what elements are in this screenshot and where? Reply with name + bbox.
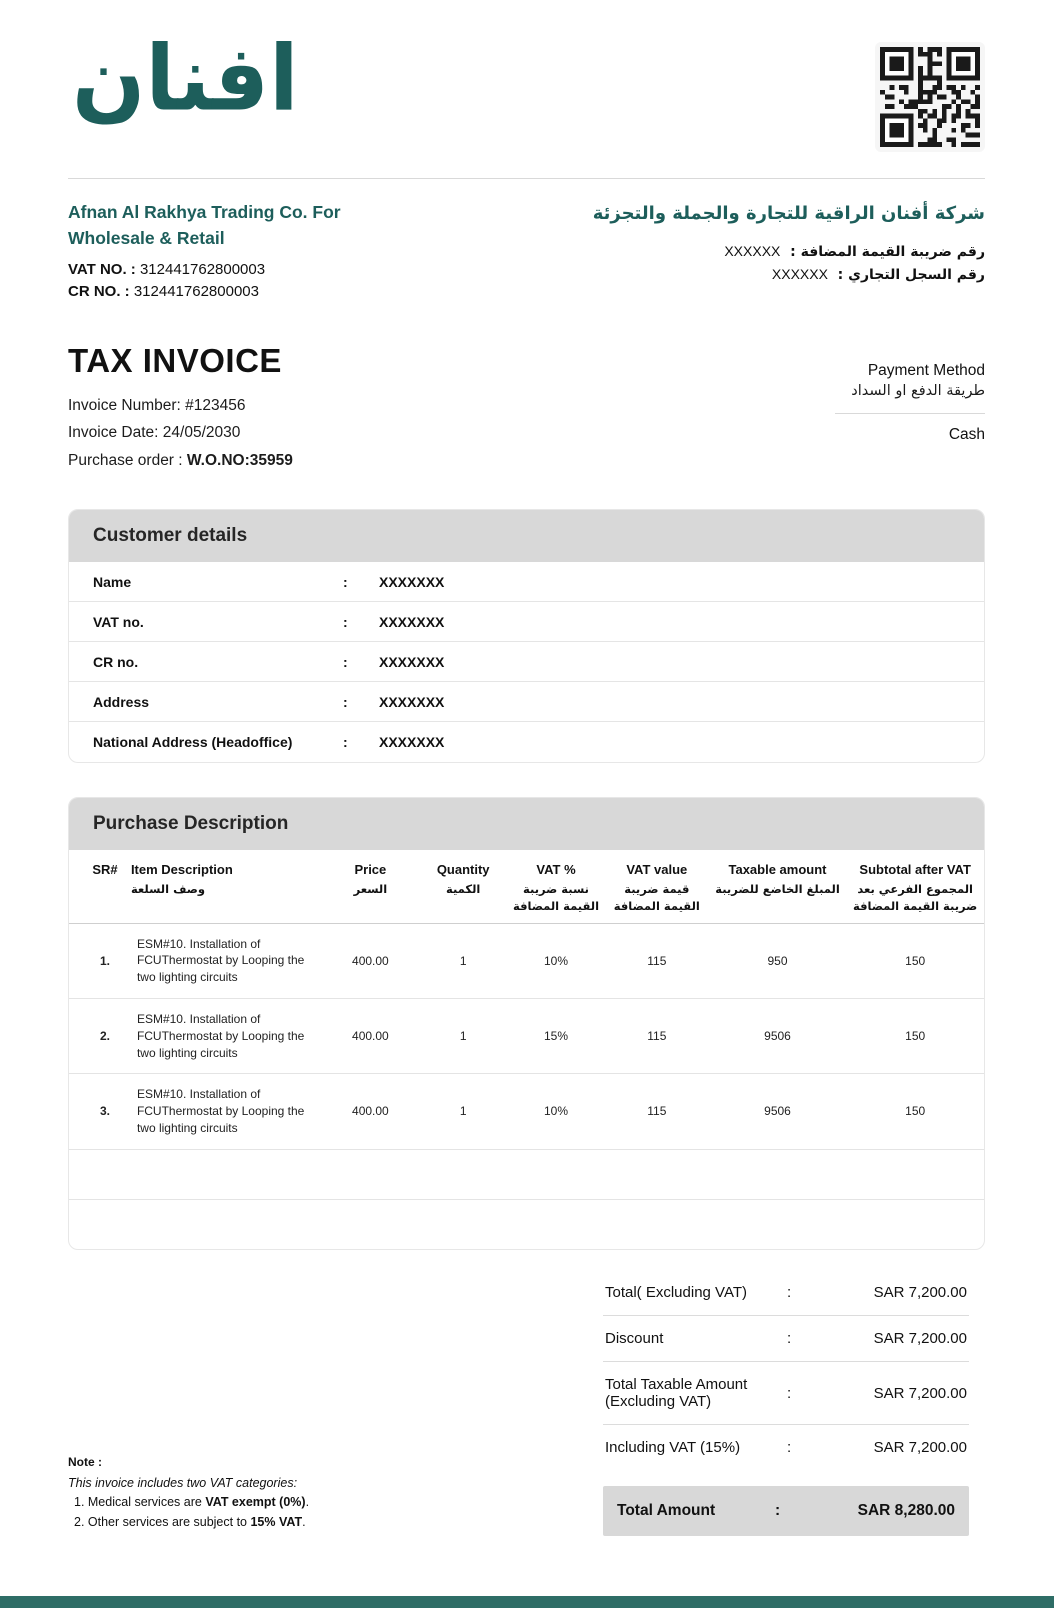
col-header-vat-value: VAT value قيمة ضريبة القيمة المضافة: [613, 862, 700, 913]
customer-row-cr: CR no. : XXXXXXX: [69, 642, 984, 682]
total-excluding-vat-row: Total( Excluding VAT) : SAR 7,200.00: [603, 1270, 969, 1316]
purchase-description-title: Purchase Description: [69, 798, 984, 850]
note-item-1: 1. Medical services are VAT exempt (0%).: [74, 1495, 310, 1510]
col-header-price: Price السعر: [353, 862, 388, 897]
total-amount-row: Total Amount : SAR 8,280.00: [603, 1486, 969, 1536]
totals-block: [603, 1270, 969, 1536]
col-header-vat-percent: VAT % نسبة ضريبة القيمة المضافة: [513, 862, 600, 913]
customer-details-title: Customer details: [69, 510, 984, 562]
invoice-meta: [68, 342, 293, 476]
invoice-title-row: [68, 342, 985, 476]
taxable-amount-row: Total Taxable Amount (Excluding VAT) : SAR 7,200.00: [603, 1362, 969, 1425]
payment-method-block: [775, 362, 985, 476]
purchase-order: Purchase order : W.O.NO:35959: [68, 452, 293, 470]
qr-code: [875, 42, 985, 152]
including-vat-row: Including VAT (15%) : SAR 7,200.00: [605, 1439, 967, 1457]
vat-number-ar: رقم ضريبة القيمة المضافة : XXXXXX: [724, 243, 985, 260]
cr-number-en: CR NO. : 312441762800003: [68, 283, 259, 300]
header: [68, 0, 985, 152]
note-item-2: 2. Other services are subject to 15% VAT.: [74, 1514, 306, 1529]
company-name-ar: شركة أفنان الراقية للتجارة والجملة والتجزئة: [592, 203, 985, 224]
customer-row-vat: VAT no. : XXXXXXX: [69, 602, 984, 642]
registration-numbers-en: [68, 259, 341, 304]
col-header-description: Item Description وصف السلعة: [130, 862, 233, 897]
note-block: [68, 1453, 309, 1536]
item-row: 3. ESM#10. Installation of FCUThermostat by Looping the two lighting circuits 400.00 1 10% 115 9506 150: [69, 1074, 984, 1149]
vat-number-en: VAT NO. : 312441762800003: [68, 260, 266, 278]
item-row: 2. ESM#10. Installation of FCUThermostat by Looping the two lighting circuits 400.00 1 15% 115 9506 150: [69, 998, 984, 1073]
invoice-details: [68, 392, 293, 476]
header-divider: [68, 178, 985, 179]
registration-numbers-ar: [593, 240, 985, 287]
qr-code-image: [880, 47, 980, 147]
bottom-section: [68, 1270, 985, 1536]
page-title: TAX INVOICE: [68, 341, 282, 379]
col-header-taxable-amount: Taxable amount المبلغ الخاضع للضريبة: [715, 862, 840, 897]
customer-row-address: Address : XXXXXXX: [69, 682, 984, 722]
cr-number-ar: رقم السجل التجاري : XXXXXX: [771, 266, 985, 284]
company-identity: [68, 199, 985, 304]
note-intro: This invoice includes two VAT categories:: [68, 1476, 298, 1491]
customer-details-card: [68, 509, 985, 763]
purchase-description-card: [68, 797, 985, 1250]
payment-method-label-en: Payment Method: [867, 361, 985, 379]
company-name-en: Afnan Al Rakhya Trading Co. For Wholesale & Retail: [68, 202, 341, 249]
company-en-block: [68, 199, 341, 304]
invoice-date: Invoice Date: 24/05/2030: [68, 424, 241, 442]
item-row: 1. ESM#10. Installation of FCUThermostat by Looping the two lighting circuits 400.00 1 10% 115 950 150: [69, 923, 984, 998]
table-header-row: [69, 850, 984, 923]
invoice-number: Invoice Number: #123456: [68, 396, 246, 414]
col-header-subtotal: Subtotal after VAT المجموع الفرعي بعد ضريبة القيمة المضافة: [853, 862, 978, 913]
customer-row-name: Name : XXXXXXX: [69, 562, 984, 602]
payment-method-label-ar: طريقة الدفع او السداد: [851, 382, 985, 399]
payment-method-divider: [835, 413, 985, 414]
afnan-logo: افنان: [72, 26, 299, 132]
customer-row-national-address: National Address (Headoffice) : XXXXXXX: [93, 734, 445, 751]
company-ar-block: [593, 199, 985, 304]
payment-method-value: Cash: [948, 425, 985, 443]
col-header-quantity: Quantity الكمية: [436, 862, 490, 897]
footer-accent-bar: [0, 1596, 1054, 1608]
discount-row: Discount : SAR 7,200.00: [603, 1316, 969, 1362]
note-label: Note :: [68, 1455, 102, 1470]
purchase-items-table: [69, 850, 984, 1249]
col-header-sr: SR#: [92, 862, 118, 878]
empty-row: [69, 1199, 984, 1249]
empty-row: [69, 1149, 984, 1199]
